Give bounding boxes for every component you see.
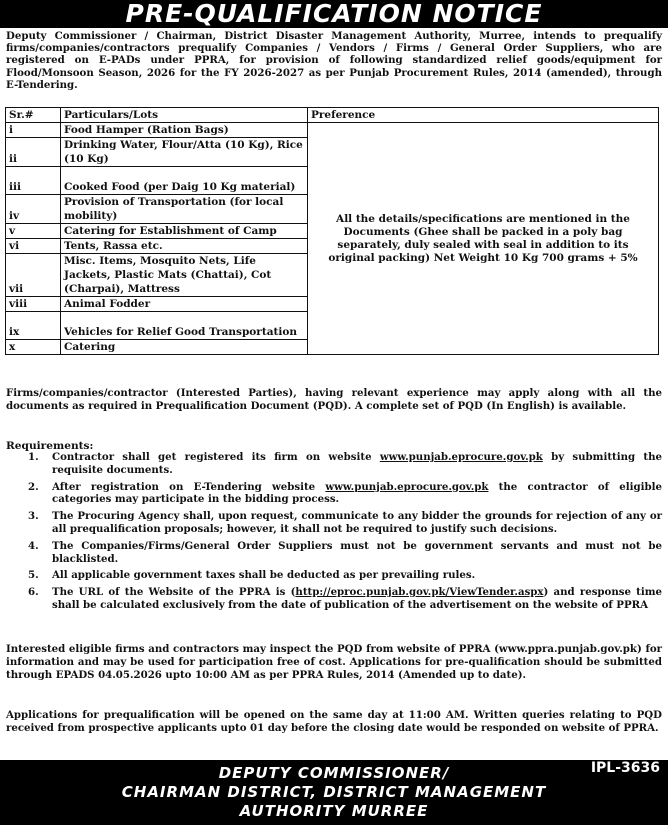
- row-particulars: Catering: [61, 340, 308, 355]
- row-particulars: Catering for Establishment of Camp: [61, 224, 308, 239]
- footer-banner: [0, 760, 668, 825]
- table-body: [6, 123, 659, 355]
- requirement-link[interactable]: www.punjab.eprocure.gov.pk: [379, 451, 543, 463]
- requirement-text: Contractor shall get registered its firm on website: [52, 451, 380, 463]
- row-particulars: Tents, Rassa etc.: [61, 239, 308, 254]
- paragraph-inspection: Interested eligible firms and contractors may inspect the PQD from website of PPRA (www.ppra.punjab.gov.pk) for information and may be used for participation free of cost. Applications for pre-qualification should be submitted through EPADS 04.05.2026 upto 10:00 AM as per PPRA Rules, 2014 (Amended up to date).: [6, 643, 662, 681]
- header-particulars: Particulars/Lots: [61, 108, 308, 123]
- table-row: [6, 123, 659, 138]
- requirement-text: The Companies/Firms/General Order Suppliers must not be government servants and must not be blacklisted.: [52, 539, 662, 565]
- requirement-number: 6.: [28, 586, 39, 599]
- table-header-row: [6, 108, 659, 123]
- requirement-text: The URL of the Website of the PPRA is (: [52, 586, 296, 599]
- paragraph-eligibility: Firms/companies/contractor (Interested Parties), having relevant experience may apply along with all the documents as required in Prequalification Document (PQD). A complete set of PQD (In English) is available.: [6, 387, 662, 412]
- row-sr: iii: [6, 167, 61, 195]
- requirements-title: Requirements:: [6, 440, 94, 452]
- header-sr: Sr.#: [6, 108, 61, 123]
- requirement-item: [6, 540, 662, 566]
- preference-cell: All the details/specifications are mentioned in the Documents (Ghee shall be packed in a poly bag separately, duly sealed with seal in addition to its original packing) Net Weight 10 Kg 700 grams + 5%: [308, 123, 659, 355]
- row-particulars: Drinking Water, Flour/Atta (10 Kg), Rice (10 Kg): [61, 138, 308, 167]
- requirement-text: All applicable government taxes shall be deducted as per prevailing rules.: [52, 569, 476, 582]
- requirement-number: 5.: [28, 569, 39, 582]
- requirement-link[interactable]: http://eproc.punjab.gov.pk/ViewTender.aspx: [295, 586, 544, 599]
- intro-paragraph: Deputy Commissioner / Chairman, District Disaster Management Authority, Murree, intends to prequalify firms/companies/contractors prequalify Companies / Vendors / Firms / General Order Suppliers, who are registered on E-PADs under PPRA, for provision of following standardized relief goods/equipment for Flood/Monsoon Season, 2026 for the FY 2026-2027 as per Punjab Procurement Rules, 2014 (amended), through E-Tendering.: [6, 30, 662, 91]
- row-particulars: Misc. Items, Mosquito Nets, Life Jackets, Plastic Mats (Chattai), Cot (Charpai), Mattress: [61, 254, 308, 297]
- ipl-code: IPL-3636: [590, 760, 660, 776]
- footer-line-2: CHAIRMAN DISTRICT, DISTRICT MANAGEMENT: [121, 783, 547, 801]
- row-particulars: Vehicles for Relief Good Transportation: [61, 312, 308, 340]
- row-sr: x: [6, 340, 61, 355]
- requirement-item: [6, 510, 662, 536]
- row-particulars: Provision of Transportation (for local mobility): [61, 195, 308, 224]
- row-sr: viii: [6, 297, 61, 312]
- notice-title: PRE-QUALIFICATION NOTICE: [0, 0, 668, 28]
- requirement-text: The Procuring Agency shall, upon request, communicate to any bidder the grounds for rejection of any or all prequalification proposals; however, it shall not be required to justify such decisions.: [52, 510, 662, 535]
- paragraph-opening: Applications for prequalification will be opened on the same day at 11:00 AM. Written queries relating to PQD received from prospective applicants upto 01 day before the closing date would be responded on website of PPRA.: [6, 709, 662, 734]
- row-sr: iv: [6, 195, 61, 224]
- row-sr: vi: [6, 239, 61, 254]
- row-particulars: Cooked Food (per Daig 10 Kg material): [61, 167, 308, 195]
- requirement-item: [6, 451, 662, 477]
- row-sr: vii: [6, 254, 61, 297]
- requirement-item: [6, 569, 662, 582]
- requirement-text-tail: ) and response time shall be calculated exclusively from the date of publication of the advertisement on the website of PPRA: [52, 586, 663, 611]
- requirement-number: 1.: [28, 451, 39, 463]
- row-sr: v: [6, 224, 61, 239]
- requirement-text: After registration on E-Tendering website: [52, 480, 326, 493]
- requirements-list: [6, 451, 662, 616]
- row-particulars: Food Hamper (Ration Bags): [61, 123, 308, 138]
- row-sr: ii: [6, 138, 61, 167]
- lots-table: [5, 107, 659, 355]
- requirement-number: 3.: [28, 510, 39, 523]
- requirement-link[interactable]: www.punjab.eprocure.gov.pk: [325, 480, 489, 493]
- requirement-number: 4.: [28, 539, 39, 552]
- footer-line-1: DEPUTY COMMISSIONER/: [218, 764, 450, 782]
- requirement-text-tail: the contractor of eligible categories may participate in the bidding process.: [52, 480, 662, 506]
- row-particulars: Animal Fodder: [61, 297, 308, 312]
- row-sr: ix: [6, 312, 61, 340]
- requirement-number: 2.: [28, 480, 39, 493]
- requirement-item: [6, 481, 662, 507]
- requirement-text-tail: by submitting the requisite documents.: [52, 451, 662, 476]
- requirement-item: [6, 586, 662, 612]
- header-preference: Preference: [308, 108, 659, 123]
- row-sr: i: [6, 123, 61, 138]
- footer-line-3: AUTHORITY MURREE: [239, 802, 429, 820]
